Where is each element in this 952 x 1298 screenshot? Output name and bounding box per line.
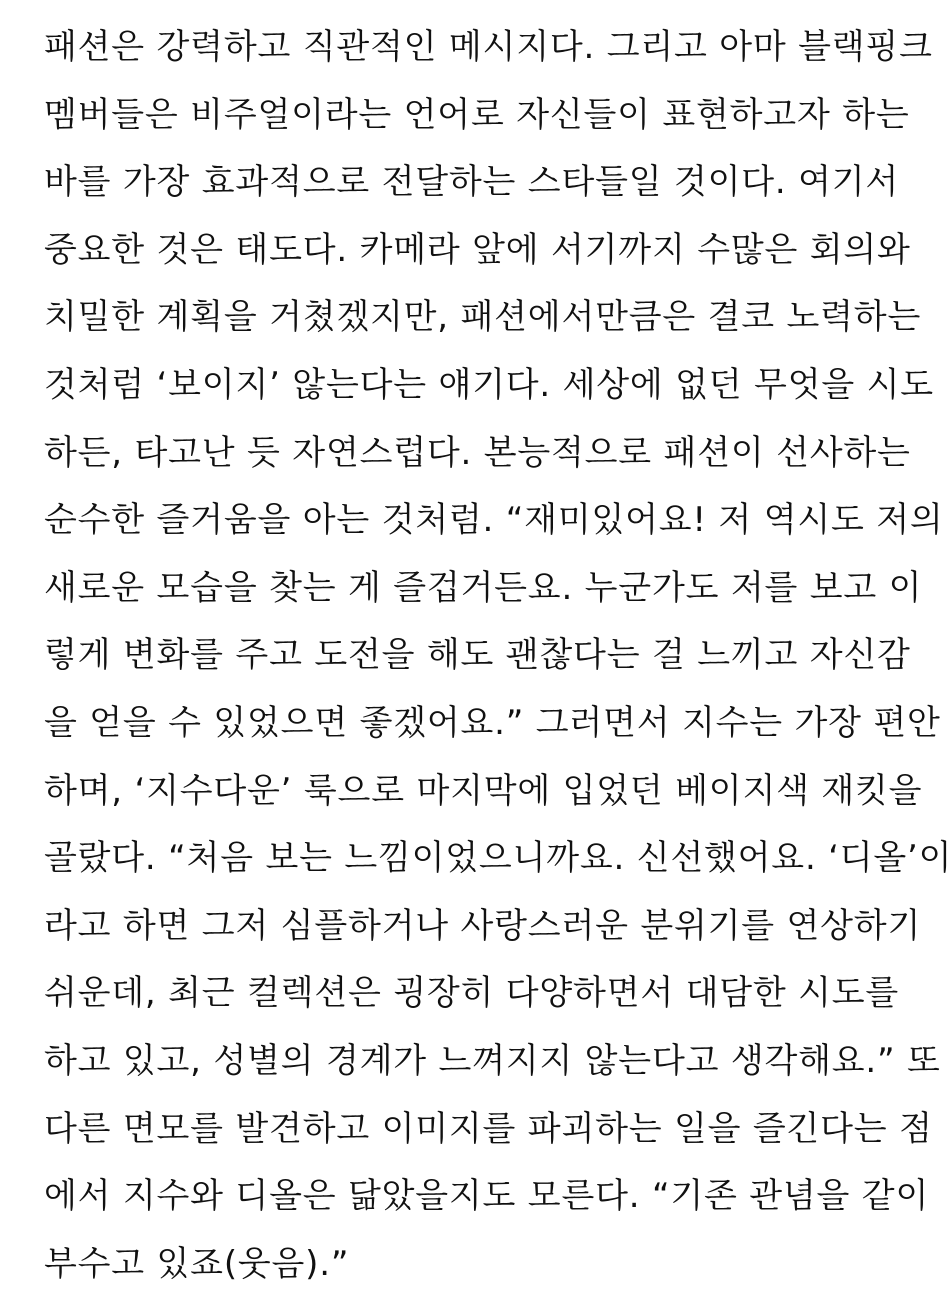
article-line: 새로운 모습을 찾는 게 즐겁거든요. 누군가도 저를 보고 이 xyxy=(44,567,923,608)
article-line: 하든, 타고난 듯 자연스럽다. 본능적으로 패션이 선사하는 xyxy=(44,432,911,473)
article-line: 을 얻을 수 있었으면 좋겠어요.” 그러면서 지수는 가장 편안 xyxy=(44,702,941,743)
article-line: 다른 면모를 발견하고 이미지를 파괴하는 일을 즐긴다는 점 xyxy=(44,1108,933,1149)
article-line: 중요한 것은 태도다. 카메라 앞에 서기까지 수많은 회의와 xyxy=(44,229,911,270)
article-line: 패션은 강력하고 직관적인 메시지다. 그리고 아마 블랙핑크 xyxy=(44,27,933,67)
article-line: 치밀한 계획을 거쳤겠지만, 패션에서만큼은 결코 노력하는 xyxy=(44,297,922,338)
article-line: 멤버들은 비주얼이라는 언어로 자신들이 표현하고자 하는 xyxy=(44,94,910,135)
article-line: 하고 있고, 성별의 경계가 느껴지지 않는다고 생각해요.” 또 xyxy=(44,1040,941,1081)
article-line: 렇게 변화를 주고 도전을 해도 괜찮다는 걸 느끼고 자신감 xyxy=(44,635,911,676)
article-line: 바를 가장 효과적으로 전달하는 스타들일 것이다. 여기서 xyxy=(44,162,900,203)
article-line: 부수고 있죠(웃음).” xyxy=(44,1243,350,1284)
article-line: 골랐다. “처음 보는 느낌이었으니까요. 신선했어요. ‘디올’이 xyxy=(44,838,952,879)
article-line: 쉬운데, 최근 컬렉션은 굉장히 다양하면서 대담한 시도를 xyxy=(44,973,900,1014)
article-line: 것처럼 ‘보이지’ 않는다는 얘기다. 세상에 없던 무엇을 시도 xyxy=(44,364,934,405)
article-line: 순수한 즐거움을 아는 것처럼. “재미있어요! 저 역시도 저의 xyxy=(44,500,944,541)
article-line: 라고 하면 그저 심플하거나 사랑스러운 분위기를 연상하기 xyxy=(44,905,922,946)
article-line: 에서 지수와 디올은 닮았을지도 모른다. “기존 관념을 같이 xyxy=(44,1176,930,1217)
article-line: 하며, ‘지수다운’ 룩으로 마지막에 입었던 베이지색 재킷을 xyxy=(44,770,923,811)
